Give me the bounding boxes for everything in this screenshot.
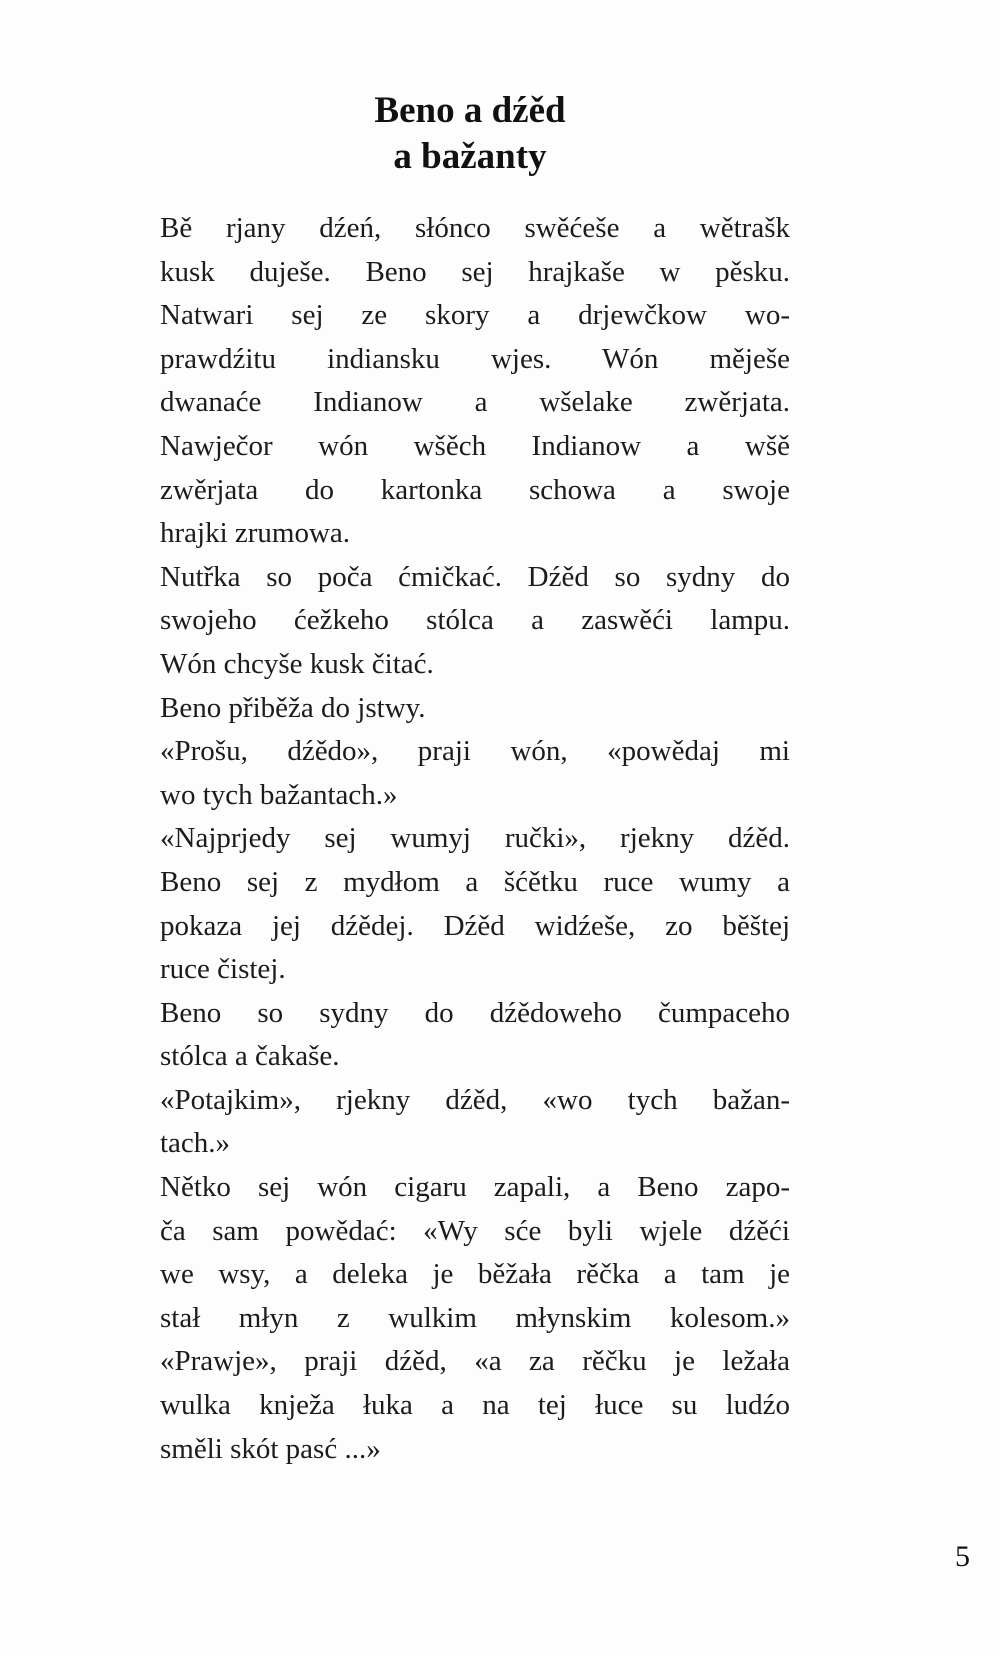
text-line: Bě rjany dźeń, słónco swěćeše a wětrašk: [160, 212, 790, 244]
chapter-title: [160, 88, 780, 180]
text-line: Natwari sej ze skory a drjewčkow wo-: [160, 299, 790, 332]
text-line: «Najprjedy sej wumyj ručki», rjekny dźěd.: [160, 822, 790, 855]
text-line: Wón chcyše kusk čitać.: [160, 647, 434, 680]
text-line: «Prawje», praji dźěd, «a za rěčku je ležała: [160, 1345, 790, 1378]
text-line: dwanaće Indianow a wšelake zwěrjata.: [160, 386, 790, 419]
text-line: Nutřka so poča ćmičkać. Dźěd so sydny do: [160, 560, 790, 593]
text-line: Beno sej z mydłom a šćětku ruce wumy a: [160, 865, 790, 898]
text-line: wo tych bažantach.»: [160, 778, 398, 811]
text-line: Beno přiběža do jstwy.: [160, 691, 426, 724]
story-text: [160, 207, 790, 1471]
text-line: swojeho ćežkeho stólca a zaswěći lampu.: [160, 604, 790, 637]
text-line: «Potajkim», rjekny dźěd, «wo tych bažan-: [160, 1083, 790, 1116]
text-line: prawdźitu indiansku wjes. Wón měješe: [160, 342, 790, 375]
text-line: ča sam powědać: «Wy sće byli wjele dźěći: [160, 1214, 790, 1247]
text-line: hrajki zrumowa.: [160, 517, 351, 550]
text-line: we wsy, a deleka je běžała rěčka a tam je: [160, 1258, 790, 1291]
page-number: 5: [955, 1540, 970, 1573]
text-line: ruce čistej.: [160, 953, 286, 986]
chapter-title-line-1: Beno a dźěd: [374, 90, 566, 131]
text-line: wulka knježa łuka a na tej łuce su ludźo: [160, 1389, 790, 1422]
text-line: stał młyn z wulkim młynskim kolesom.»: [160, 1301, 790, 1334]
text-line: kusk duješe. Beno sej hrajkaše w pěsku.: [160, 255, 790, 288]
text-line: «Prošu, dźědo», praji wón, «powědaj mi: [160, 735, 790, 768]
text-line: pokaza jej dźědej. Dźěd widźeše, zo běštej: [160, 909, 790, 942]
text-line: zwěrjata do kartonka schowa a swoje: [160, 473, 790, 506]
text-line: Nětko sej wón cigaru zapali, a Beno zapo-: [160, 1171, 790, 1204]
text-line: Beno so sydny do dźědoweho čumpaceho: [160, 996, 790, 1029]
text-line: směli skót pasć ...»: [160, 1432, 381, 1465]
text-line: stólca a čakaše.: [160, 1040, 340, 1073]
text-line: Nawječor wón wšěch Indianow a wšě: [160, 429, 790, 462]
text-line: tach.»: [160, 1127, 231, 1160]
chapter-title-line-2: a bažanty: [393, 136, 547, 177]
